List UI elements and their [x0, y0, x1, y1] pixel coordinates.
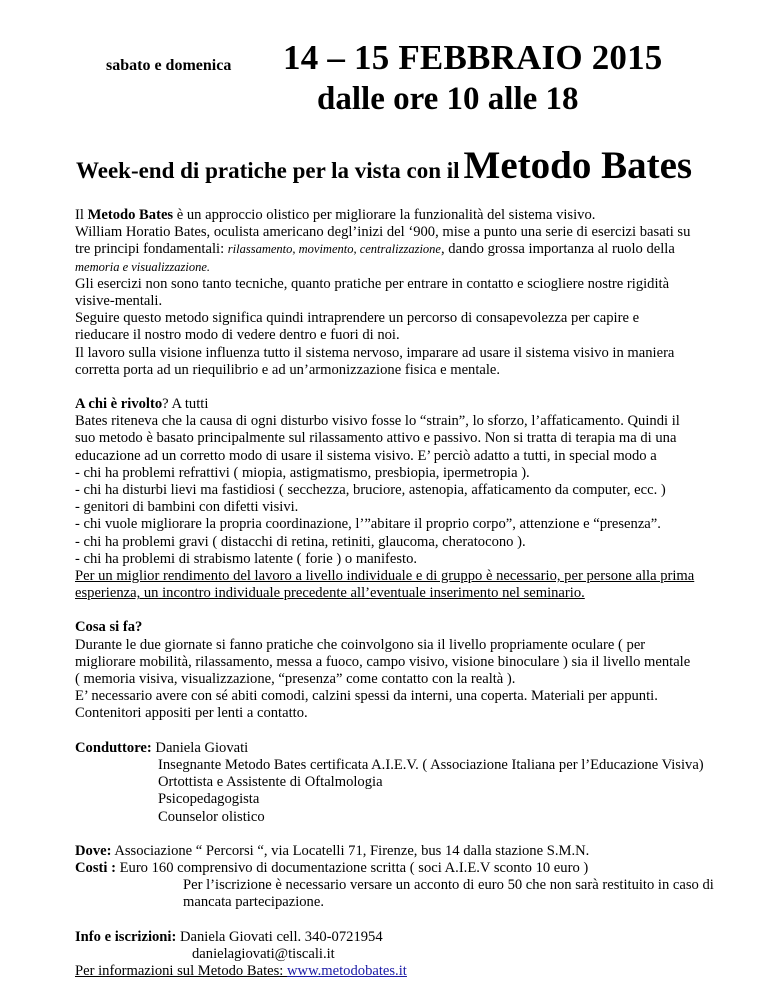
text: migliorare mobilità, rilassamento, messa a fuoco, campo visivo, visione binoculare ) sia il livello mentale — [75, 653, 691, 670]
target-section — [75, 396, 765, 602]
conductor-label: Conduttore: — [75, 739, 152, 756]
memory-text: memoria e visualizzazione. — [75, 259, 211, 274]
flyer-body — [75, 207, 765, 980]
text: tre principi fondamentali: — [75, 241, 228, 258]
text: Bates riteneva che la causa di ogni disturbo visivo fosse lo “strain”, lo sforzo, l’affaticamento. Quindi il — [75, 413, 680, 430]
text: rieducare il nostro modo di vedere dentro e fuori di noi. — [75, 327, 400, 344]
cost-label: Costi : — [75, 859, 116, 876]
text: Il — [75, 207, 88, 223]
note: esperienza, un incontro individuale precedente all’eventuale inserimento nel seminario. — [75, 585, 585, 602]
where-text: Associazione “ Percorsi “, via Locatelli 71, Firenze, bus 14 dalla stazione S.M.N. — [111, 842, 590, 859]
list-item: - chi ha problemi refrattivi ( miopia, astigmatismo, presbiopia, ipermetropia ). — [75, 464, 530, 481]
info-label: Info e iscrizioni: — [75, 928, 177, 945]
text: è un approccio olistico per migliorare la funzionalità del sistema visivo. — [173, 207, 596, 223]
where-label: Dove: — [75, 842, 112, 859]
conductor-credential: Psicopedagogista — [158, 791, 260, 808]
text: ( memoria visiva, visualizzazione, “presenza” come contatto con la realtà ). — [75, 671, 516, 688]
text: William Horatio Bates, oculista americano degl’inizi del ‘900, mise a punto una serie di esercizi basati su — [75, 224, 691, 241]
text: visive-mentali. — [75, 293, 163, 310]
text: Per l’iscrizione è necessario versare un acconto di euro 50 che non sarà restituito in caso di — [183, 877, 714, 894]
text: corretta porta ad un riequilibrio e ad un’armonizzazione fisica e mentale. — [75, 361, 501, 378]
website-link[interactable]: www.metodobates.it — [286, 962, 407, 979]
logistics-section — [75, 843, 765, 912]
conductor-section — [75, 740, 765, 826]
event-title — [76, 143, 692, 188]
text: educazione ad un corretto modo di usare il sistema visivo. E’ perciò adatto a tutti, in special modo a — [75, 447, 657, 464]
event-dates: 14 – 15 FEBBRAIO 2015 — [283, 38, 663, 77]
section-heading: Cosa si fa? — [75, 619, 143, 636]
event-title-method: Metodo Bates — [463, 144, 693, 187]
text: ? A tutti — [162, 396, 209, 413]
info-section — [75, 929, 765, 981]
list-item: - chi ha problemi di strabismo latente ( forie ) o manifesto. — [75, 550, 418, 567]
email-link[interactable]: danielagiovati@tiscali.it — [192, 945, 335, 962]
event-days: sabato e domenica — [106, 57, 232, 74]
info-more: Per informazioni sul Metodo Bates: — [75, 962, 287, 979]
text: suo metodo è basato principalmente sul rilassamento attivo e passivo. Non si tratta di terapia ma di una — [75, 430, 677, 447]
list-item: - chi ha problemi gravi ( distacchi di retina, retiniti, glaucoma, cheratocono ). — [75, 533, 526, 550]
what-section — [75, 619, 765, 722]
list-item: - chi ha disturbi lievi ma fastidiosi ( secchezza, bruciore, astenopia, affaticamento da computer, ecc. ) — [75, 482, 666, 499]
info-contact: Daniela Giovati cell. 340-0721954 — [176, 928, 383, 945]
text: Il lavoro sulla visione influenza tutto il sistema nervoso, imparare ad usare il sistema visivo in maniera — [75, 344, 675, 361]
conductor-credential: Ortottista e Assistente di Oftalmologia — [158, 774, 383, 791]
text: Gli esercizi non sono tanto tecniche, quanto pratiche per entrare in contatto e sciogliere nostre rigidità — [75, 275, 670, 292]
conductor-credential: Counselor olistico — [158, 808, 265, 825]
method-name: Metodo Bates — [87, 207, 174, 223]
list-item: - chi vuole migliorare la propria coordinazione, l’”abitare il proprio corpo”, attenzione e “presenza”. — [75, 516, 661, 533]
text: E’ necessario avere con sé abiti comodi, calzini spessi da interni, una coperta. Materiali per appunti. — [75, 688, 658, 705]
text: Durante le due giornate si fanno pratiche che coinvolgono sia il livello propriamente oculare ( per — [75, 636, 646, 653]
list-item: - genitori di bambini con difetti visivi. — [75, 499, 299, 516]
note: Per un miglior rendimento del lavoro a livello individuale e di gruppo è necessario, per persone alla prima — [75, 568, 695, 585]
text: Contenitori appositi per lenti a contatto. — [75, 705, 308, 722]
text: Seguire questo metodo significa quindi intraprendere un percorso di consapevolezza per capire e — [75, 310, 640, 327]
event-title-prefix: Week-end di pratiche per la vista con il — [76, 158, 460, 183]
section-heading: A chi è rivolto — [75, 396, 163, 413]
conductor-name: Daniela Giovati — [151, 739, 249, 756]
intro-section — [75, 207, 765, 379]
text: mancata partecipazione. — [183, 894, 324, 911]
principles: rilassamento, movimento, centralizzazione — [227, 242, 441, 257]
event-hours: dalle ore 10 alle 18 — [317, 81, 579, 117]
cost-text: Euro 160 comprensivo di documentazione scritta ( soci A.I.E.V sconto 10 euro ) — [115, 859, 589, 876]
text: , dando grossa importanza al ruolo della — [440, 241, 675, 258]
conductor-credential: Insegnante Metodo Bates certificata A.I.E.V. ( Associazione Italiana per l’Educazione Visiva) — [158, 756, 704, 773]
